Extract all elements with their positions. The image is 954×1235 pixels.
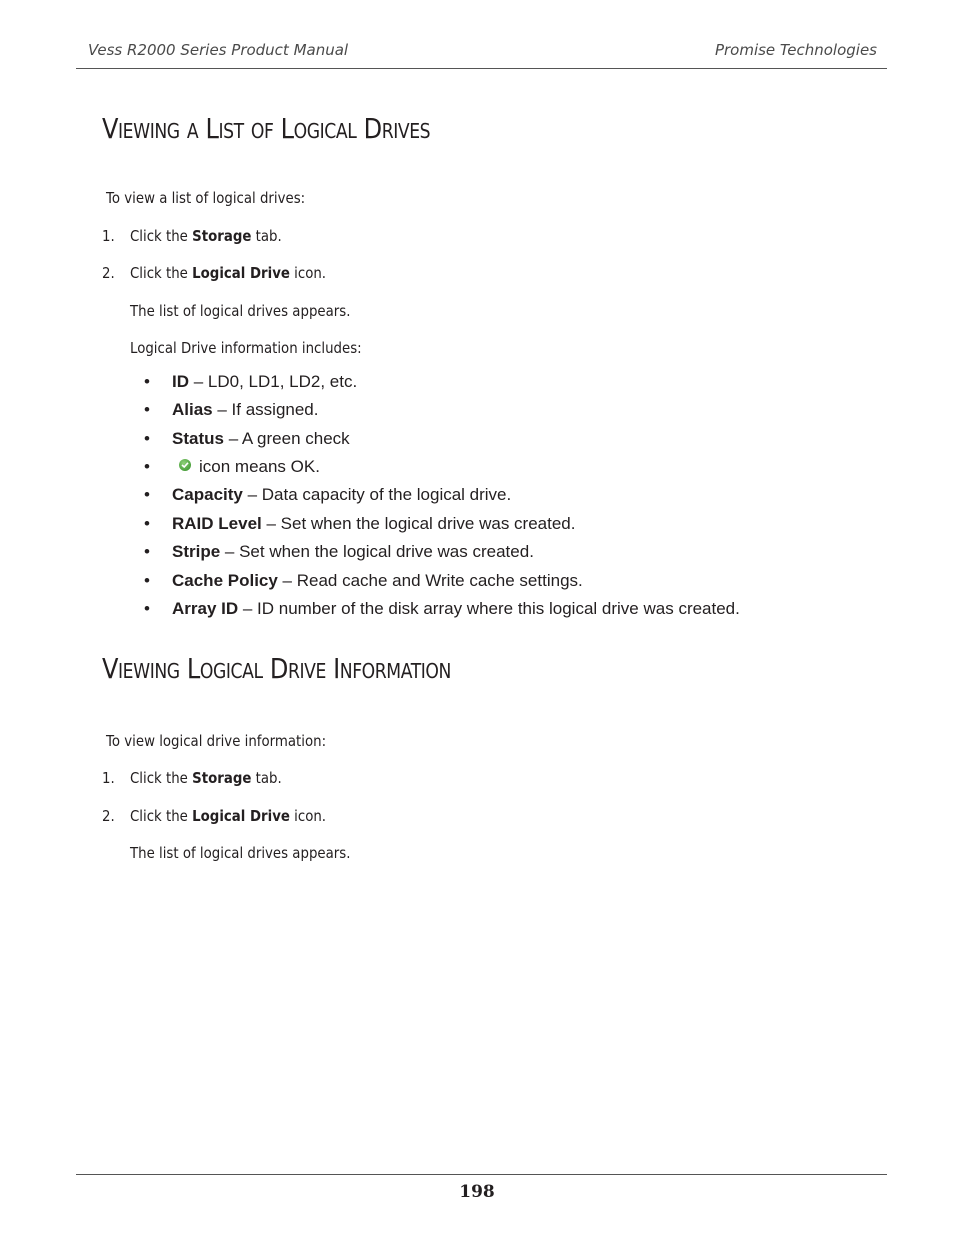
bullet-marker: • <box>144 429 150 448</box>
bullet-item: Alias – If assigned. <box>172 400 319 419</box>
bullet-marker: • <box>144 400 150 419</box>
bullet-item: RAID Level – Set when the logical drive was created. <box>172 514 576 533</box>
bullet-marker: • <box>144 485 150 504</box>
step-number: 2. <box>102 264 115 282</box>
bullet-marker: • <box>144 514 150 533</box>
section1-result: The list of logical drives appears. <box>130 302 351 320</box>
running-header-company: Promise Technologies <box>714 41 877 59</box>
section2-result: The list of logical drives appears. <box>130 844 351 862</box>
footer-rule <box>76 1174 887 1175</box>
bullet-marker: • <box>144 457 150 476</box>
header-rule <box>76 68 887 69</box>
bullet-marker: • <box>144 571 150 590</box>
bullet-item: Capacity – Data capacity of the logical drive. <box>172 485 512 504</box>
step-text: Click the Logical Drive icon. <box>130 807 327 825</box>
page-number: 198 <box>459 1182 495 1202</box>
section-title-logical-drive-info: Viewing Logical Drive Information <box>102 652 451 685</box>
step-number: 2. <box>102 807 115 825</box>
section1-intro: To view a list of logical drives: <box>106 189 306 207</box>
step-text: Click the Storage tab. <box>130 769 282 787</box>
bullet-item: icon means OK. <box>199 457 320 476</box>
step-number: 1. <box>102 769 115 787</box>
bullet-item: Status – A green check <box>172 429 350 448</box>
section-title-list-logical-drives: Viewing a List of Logical Drives <box>102 112 431 145</box>
bullet-item: Stripe – Set when the logical drive was created. <box>172 542 534 561</box>
bullet-marker: • <box>144 372 150 391</box>
bullet-marker: • <box>144 542 150 561</box>
running-header-title: Vess R2000 Series Product Manual <box>88 41 349 59</box>
bullet-item: Array ID – ID number of the disk array where this logical drive was created. <box>172 599 740 618</box>
bullet-item: Cache Policy – Read cache and Write cache settings. <box>172 571 583 590</box>
bullet-item: ID – LD0, LD1, LD2, etc. <box>172 372 358 391</box>
section2-intro: To view logical drive information: <box>106 732 327 750</box>
step-text: Click the Storage tab. <box>130 227 282 245</box>
green-check-icon <box>179 459 191 471</box>
bullet-marker: • <box>144 599 150 618</box>
section1-info-intro: Logical Drive information includes: <box>130 339 362 357</box>
step-text: Click the Logical Drive icon. <box>130 264 327 282</box>
step-number: 1. <box>102 227 115 245</box>
